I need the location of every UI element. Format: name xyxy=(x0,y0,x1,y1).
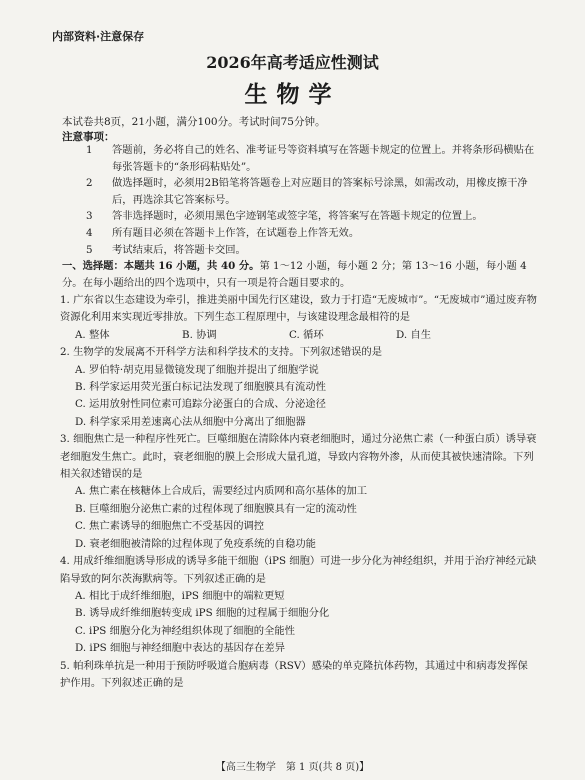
option-b: B. 协调 xyxy=(182,328,217,341)
notice-item: 2 做选择题时，必须用2B铅笔将答题卷上对应题目的答案标号涂黑，如需改动，用橡皮擦干净后，再选涂其它答案标号。 xyxy=(86,177,528,206)
question-stem: 1. 广东省以生态建设为牵引，推进美丽中国先行区建设，致力于打造“无废城市”。“无废城市”通过废弃物资源化利用来实现近零排放。下列生态工程原理中，与该建设理念最相符的是 xyxy=(60,294,537,324)
option-d: D. 衰老细胞被清除的过程体现了免疫系统的自稳功能 xyxy=(75,537,316,550)
option-a: A. 整体 xyxy=(75,328,110,341)
exam-info: 本试卷共8页，21小题，满分100分。考试时间75分钟。 xyxy=(62,116,326,128)
question-stem: 2. 生物学的发展离不开科学方法和科学技术的支持。下列叙述错误的是 xyxy=(60,346,383,359)
question-4 xyxy=(60,553,538,657)
notice-item: 3 答非选择题时，必须用黑色字迹钢笔或签字笔，将答案写在答题卡规定的位置上。 xyxy=(86,210,483,223)
option-a: A. 相比于成纤维细胞，iPS 细胞中的端粒更短 xyxy=(75,589,285,602)
question-stem: 3. 细胞焦亡是一种程序性死亡。巨噬细胞在清除体内衰老细胞时，通过分泌焦亡素（一种蛋白质）诱导衰老细胞发生焦亡。此时，衰老细胞的膜上会形成大量孔道，导致内容物外渗，从而使其被快速清除。下列相关叙述错误的是 xyxy=(60,433,537,481)
option-d: D. 科学家采用差速离心法从细胞中分离出了细胞器 xyxy=(75,415,306,428)
notice-heading: 注意事项： xyxy=(62,131,115,143)
page-footer: 【高三生物学 第 1 页(共 8 页)】 xyxy=(215,762,370,773)
option-d: D. iPS 细胞与神经细胞中表达的基因存在差异 xyxy=(75,642,286,655)
option-c: C. 运用放射性同位素可追踪分泌蛋白的合成、分泌途径 xyxy=(75,398,326,411)
question-5 xyxy=(60,658,538,693)
question-list xyxy=(60,292,538,692)
option-a: A. 焦亡素在核糖体上合成后，需要经过内质网和高尔基体的加工 xyxy=(75,485,367,498)
option-c: C. 循环 xyxy=(289,328,324,341)
question-2 xyxy=(60,344,538,431)
question-stem: 5. 帕利珠单抗是一种用于预防呼吸道合胞病毒（RSV）感染的单克隆抗体药物，其通过中和病毒发挥保护作用。下列叙述正确的是 xyxy=(60,659,528,689)
option-b: B. 巨噬细胞分泌焦亡素的过程体现了细胞膜具有一定的流动性 xyxy=(75,502,357,515)
option-c: C. iPS 细胞分化为神经组织体现了细胞的全能性 xyxy=(75,624,295,637)
option-b: B. 诱导成纤维细胞转变成 iPS 细胞的过程属于细胞分化 xyxy=(75,607,330,620)
subject-title: 生物学 xyxy=(244,81,341,108)
notice-item: 4 所有题目必须在答题卡上作答，在试题卷上作答无效。 xyxy=(86,226,360,239)
question-stem: 4. 用成纤维细胞诱导形成的诱导多能干细胞（iPS 细胞）可进一步分化为神经组织，并用于治疗神经元缺陷导致的阿尔茨海默病等。下列叙述正确的是 xyxy=(60,555,537,585)
question-1 xyxy=(60,292,538,344)
section-heading: 一、选择题：本题共 16 小题，共 40 分。第 1～12 小题，每小题 2 分；第 13～16 小题，每小题 4 分。在每小题给出的四个选项中，只有一项是符合题目要求的。 xyxy=(62,260,527,289)
option-c: C. 焦亡素诱导的细胞焦亡不受基因的调控 xyxy=(75,520,265,533)
option-b: B. 科学家运用荧光蛋白标记法发现了细胞膜具有流动性 xyxy=(75,381,326,394)
option-d: D. 自生 xyxy=(396,328,432,341)
option-a: A. 罗伯特·胡克用显微镜发现了细胞并提出了细胞学说 xyxy=(75,363,319,376)
exam-title: 2026年高考适应性测试 xyxy=(206,53,379,72)
internal-label: 内部资料·注意保存 xyxy=(52,30,145,43)
notice-item: 1 答题前，务必将自己的姓名、准考证号等资料填写在答题卡规定的位置上。并将条形码横贴在每张答题卡的“条形码粘贴处”。 xyxy=(86,144,535,173)
question-3 xyxy=(60,431,538,553)
notice-list xyxy=(86,142,536,258)
notice-item: 5 考试结束后，将答题卡交回。 xyxy=(86,243,246,256)
